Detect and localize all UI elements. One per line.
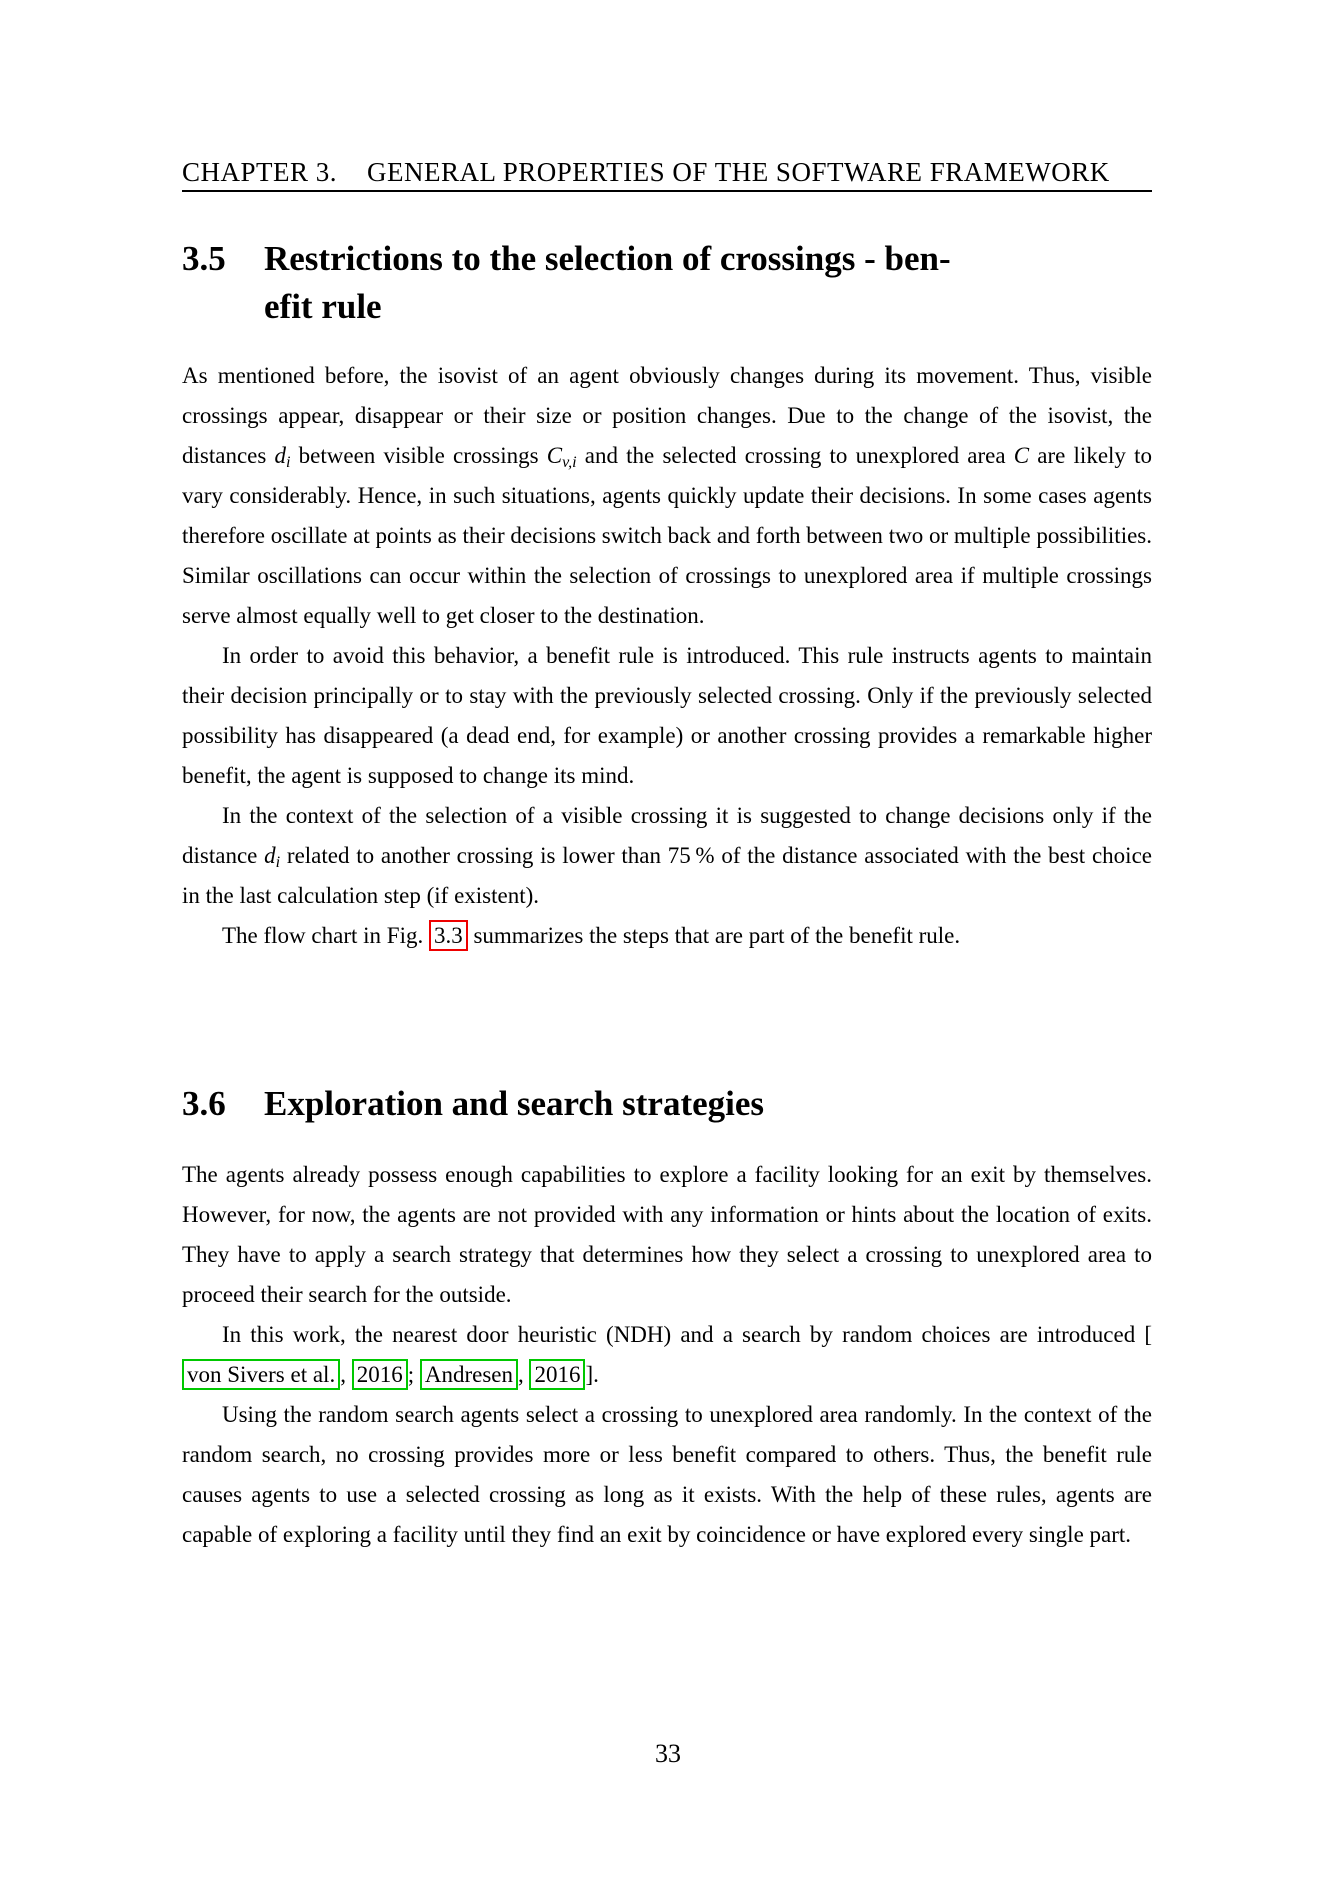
running-header-chapter: CHAPTER 3. [182, 157, 338, 187]
paragraph-benefit-rule: In order to avoid this behavior, a benefit rule is introduced. This rule instructs agents to maintain their decision principally or to stay with the previously selected crossing. Only if the previously selected possibility has disappeared (a dead end, for example) or another crossing provides a remarkable higher benefit, the agent is supposed to change its mind. [182, 643, 1152, 788]
section-3-5-title-line-2: efit rule [264, 287, 382, 326]
figure-3-3-reference-link[interactable]: 3.3 [429, 920, 468, 951]
paragraph-text: summarizes the steps that are part of the benefit rule. [467, 923, 961, 948]
paragraph-isovist-changes [182, 356, 1152, 636]
citation-link-andresen[interactable]: Andresen [420, 1359, 518, 1390]
section-3-5-title [264, 235, 951, 331]
running-header-title: GENERAL PROPERTIES OF THE SOFTWARE FRAMEWORK [367, 157, 1110, 187]
section-3-5-body [182, 356, 1152, 956]
paragraph-ndh-citations [182, 1315, 1152, 1395]
math-var-cvi [546, 443, 577, 472]
citation-separator: ; [407, 1362, 420, 1387]
paragraph-text: between visible crossings [290, 443, 547, 468]
section-3-5-heading [182, 235, 1152, 331]
paragraph-text: ]. [585, 1362, 599, 1387]
paragraph-random-search: Using the random search agents select a crossing to unexplored area randomly. In the context of the random search, no crossing provides more or less benefit compared to others. Thus, the benefit rule causes agents to use a selected crossing as long as it exists. With the help of these rules, agents are capable of exploring a facility until they find an exit by coincidence or have explored every single part. [182, 1402, 1152, 1547]
paragraph-75-percent-rule [182, 796, 1152, 916]
citation-separator: , [517, 1362, 530, 1387]
section-3-6-body [182, 1155, 1152, 1555]
page-number: 33 [655, 1739, 681, 1768]
math-var-base: C [546, 443, 563, 468]
paragraph-text: and the selected crossing to unexplored area [576, 443, 1014, 468]
citation-link-von-sivers[interactable]: von Sivers et al. [182, 1359, 340, 1390]
paragraph-text: related to another crossing is lower than 75 % of the distance associated with the best choice in the last calculation step (if existent). [182, 843, 1152, 908]
running-header [182, 158, 1152, 192]
paragraph-text: are likely to vary considerably. Hence, in such situations, agents quickly update their decisions. In some cases agents therefore oscillate at points as their decisions switch back and forth between two or multiple possibilities. Similar oscillations can occur within the selection of crossings to unexplored area if multiple crossings serve almost equally well to get closer to the destination. [182, 443, 1152, 628]
math-var-subscript: v,i [562, 454, 577, 472]
citation-link-andresen-year[interactable]: 2016 [529, 1359, 585, 1390]
paragraph-text: The flow chart in Fig. [222, 923, 429, 948]
paragraph-text: In the context of the selection of a visible crossing it is suggested to change decisions only if the distance [182, 803, 1152, 868]
section-3-6-number: 3.6 [182, 1084, 226, 1123]
section-3-5-number: 3.5 [182, 239, 226, 278]
math-var-base: d [274, 443, 286, 468]
math-var-di [264, 843, 281, 872]
section-3-6-heading [182, 1080, 1152, 1128]
citation-link-von-sivers-year[interactable]: 2016 [352, 1359, 408, 1390]
section-3-6-title-line-1: Exploration and search strategies [264, 1084, 765, 1123]
math-var-c: C [1013, 443, 1030, 468]
paragraph-text: In this work, the nearest door heuristic (NDH) and a search by random choices are introduced [ [222, 1322, 1152, 1347]
citation-separator: , [340, 1362, 352, 1387]
math-var-base: d [264, 843, 276, 868]
paragraph-text: As mentioned before, the isovist of an agent obviously changes during its movement. Thus, visible crossings appear, disappear or their size or position changes. Due to the change of the isovist, the distances [182, 363, 1152, 468]
paragraph-exploration-intro: The agents already possess enough capabilities to explore a facility looking for an exit by themselves. However, for now, the agents are not provided with any information or hints about the location of exits. They have to apply a search strategy that determines how they select a crossing to unexplored area to proceed their search for the outside. [182, 1162, 1152, 1307]
math-var-subscript: i [286, 454, 291, 472]
math-var-subscript: i [275, 854, 281, 872]
section-3-6-title [264, 1080, 764, 1128]
section-3-5-title-line-1: Restrictions to the selection of crossings - ben- [264, 239, 951, 278]
math-var-di [274, 443, 291, 472]
paragraph-flow-chart [182, 916, 1152, 956]
